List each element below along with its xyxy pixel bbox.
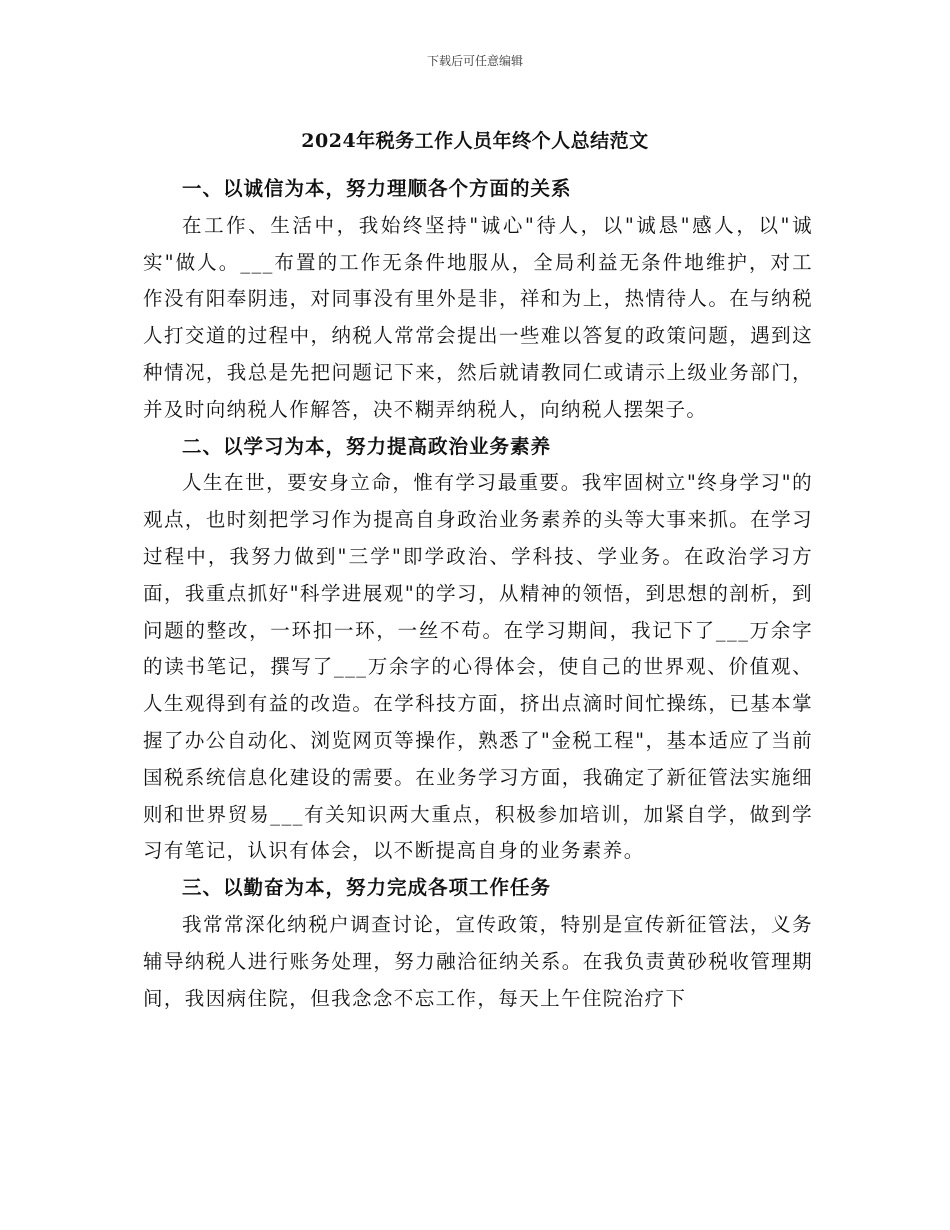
page-header-note: 下载后可任意编辑 xyxy=(426,54,523,68)
section-heading-3: 三、以勤奋为本，努力完成各项工作任务 xyxy=(182,876,552,900)
section-paragraph-3: 我常常深化纳税户调查讨论，宣传政策，特别是宣传新征管法，义务辅导纳税人进行账务处理，努力融洽征纳关系。在我负责黄砂税收管理期间，我因病住院，但我念念不忘工作，每天上午住院治疗下 xyxy=(143,912,813,1010)
section-paragraph-1: 在工作、生活中，我始终坚持"诚心"待人，以"诚恳"感人，以"诚实"做人。___布置的工作无条件地服从，全局利益无条件地维护，对工作没有阳奉阴违，对同事没有里外是非，祥和为上，热情待人。在与纳税人打交道的过程中，纳税人常常会提出一些难以答复的政策问题，遇到这种情况，我总是先把问题记下来，然后就请教同仁或请示上级业务部门，并及时向纳税人作解答，决不糊弄纳税人，向纳税人摆架子。 xyxy=(143,213,813,421)
document-body xyxy=(143,171,813,1017)
section-heading-1: 一、以诚信为本，努力理顺各个方面的关系 xyxy=(182,177,572,200)
section-heading-2: 二、以学习为本，努力提高政治业务素养 xyxy=(182,434,552,458)
document-title: 2024年税务工作人员年终个人总结范文 xyxy=(301,130,649,152)
section-paragraph-2: 人生在世，要安身立命，惟有学习最重要。我牢固树立"终身学习"的观点，也时刻把学习作为提高自身政治业务素养的头等大事来抓。在学习过程中，我努力做到"三学"即学政治、学科技、学业务。在政治学习方面，我重点抓好"科学进展观"的学习，从精神的领悟，到思想的剖析，到问题的整改，一环扣一环，一丝不苟。在学习期间，我记下了___万余字的读书笔记，撰写了___万余字的心得体会，使自己的世界观、价值观、人生观得到有益的改造。在学科技方面，挤出点滴时间忙操练，已基本掌握了办公自动化、浏览网页等操作，熟悉了"金税工程"，基本适应了当前国税系统信息化建设的需要。在业务学习方面，我确定了新征管法实施细则和世界贸易___有关知识两大重点，积极参加培训，加紧自学，做到学习有笔记，认识有体会，以不断提高自身的业务素养。 xyxy=(143,471,813,863)
